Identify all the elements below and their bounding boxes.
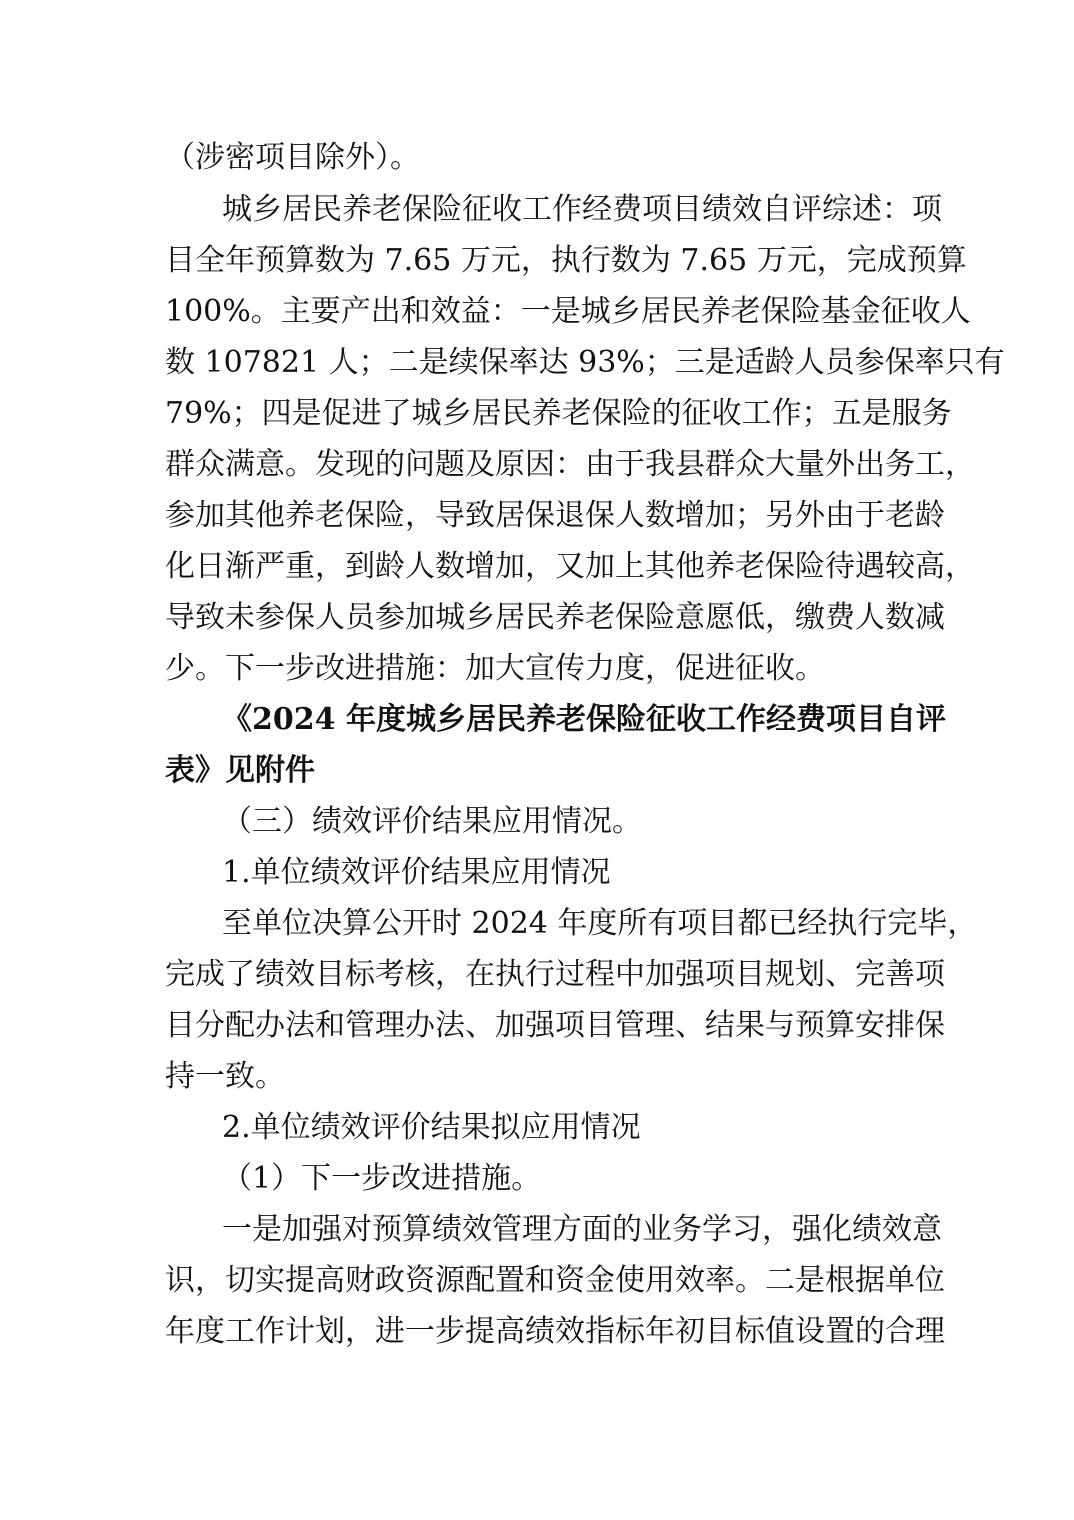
text-line: 完成了绩效目标考核，在执行过程中加强项目规划、完善项 [165, 957, 945, 992]
attachment-title-line: 《2024 年度城乡居民养老保险征收工作经费项目自评 [222, 702, 946, 737]
text-line: 导致未参保人员参加城乡居民养老保险意愿低，缴费人数减 [165, 600, 945, 635]
text-line: 年度工作计划，进一步提高绩效指标年初目标值设置的合理 [165, 1314, 945, 1349]
text-line: 持一致。 [165, 1059, 285, 1094]
text-line: （涉密项目除外）。 [165, 140, 420, 175]
text-line: 化日渐严重，到龄人数增加，又加上其他养老保险待遇较高， [165, 549, 975, 584]
subsection-heading: 2.单位绩效评价结果拟应用情况 [222, 1110, 641, 1145]
text-line: 79%；四是促进了城乡居民养老保险的征收工作；五是服务 [165, 396, 952, 431]
subsection-heading: 1.单位绩效评价结果应用情况 [222, 855, 611, 890]
section-heading: （三）绩效评价结果应用情况。 [222, 804, 642, 839]
paragraph-start-line: 一是加强对预算绩效管理方面的业务学习，强化绩效意 [222, 1212, 942, 1247]
text-line: 100%。主要产出和效益：一是城乡居民养老保险基金征收人 [165, 294, 971, 329]
text-line: 数 107821 人；二是续保率达 93%；三是适龄人员参保率只有 [165, 345, 1005, 380]
text-line: 目分配办法和管理办法、加强项目管理、结果与预算安排保 [165, 1008, 945, 1043]
text-line: 少。下一步改进措施：加大宣传力度，促进征收。 [165, 651, 825, 686]
attachment-title-line: 表》见附件 [165, 753, 315, 788]
text-line: 参加其他养老保险，导致居保退保人数增加；另外由于老龄 [165, 498, 945, 533]
text-line: 群众满意。发现的问题及原因：由于我县群众大量外出务工， [165, 447, 975, 482]
paragraph-start-line: 城乡居民养老保险征收工作经费项目绩效自评综述：项 [222, 192, 942, 227]
item-heading: （1）下一步改进措施。 [222, 1161, 542, 1196]
text-line: 目全年预算数为 7.65 万元，执行数为 7.65 万元，完成预算 [165, 243, 967, 278]
paragraph-start-line: 至单位决算公开时 2024 年度所有项目都已经执行完毕， [222, 906, 978, 941]
text-line: 识，切实提高财政资源配置和资金使用效率。二是根据单位 [165, 1263, 945, 1298]
